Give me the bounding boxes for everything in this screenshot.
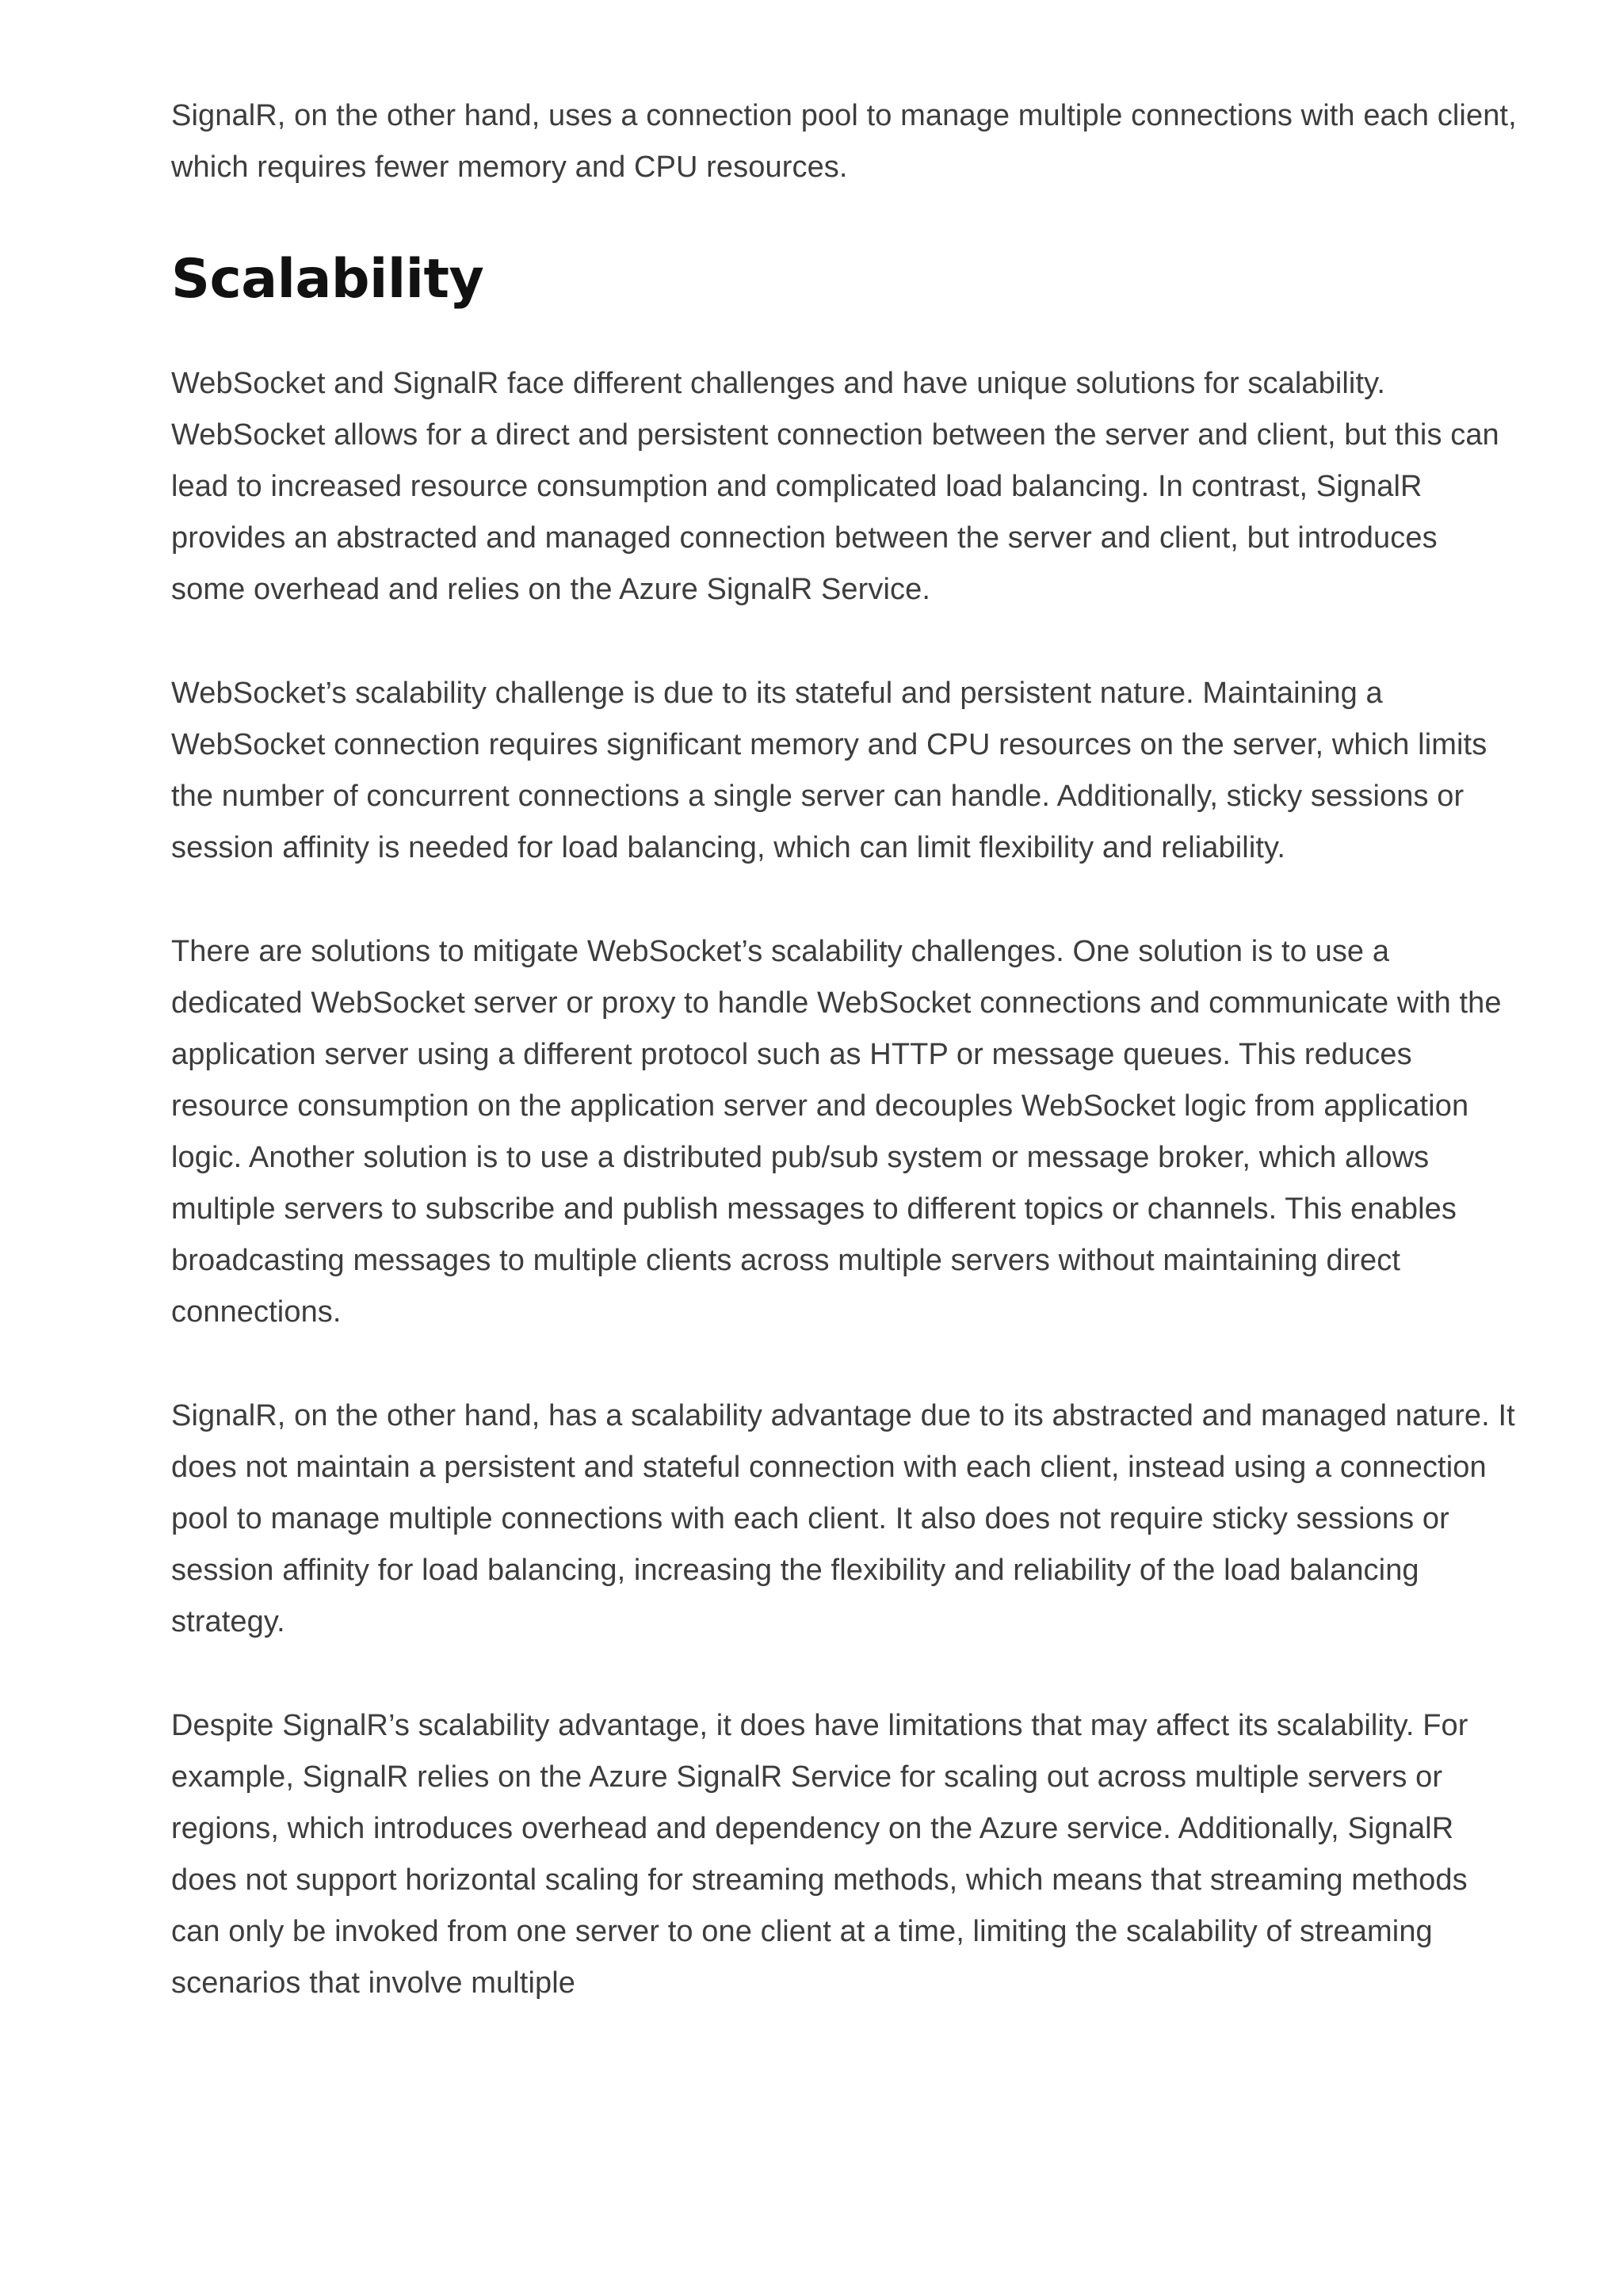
intro-paragraph: SignalR, on the other hand, uses a connection pool to manage multiple connections with each client, which requires fewer memory and CPU resources. <box>171 99 1517 184</box>
article-body <box>171 90 1518 2061</box>
paragraph-websocket-challenge: WebSocket’s scalability challenge is due to its stateful and persistent nature. Maintaining a WebSocket connection requires significant memory and CPU resources on the server, which limits the number of concurrent connections a single server can handle. Additionally, sticky sessions or session affinity is needed for load balancing, which can limit flexibility and reliability. <box>171 677 1487 864</box>
paragraph-websocket-solutions: There are solutions to mitigate WebSocket’s scalability challenges. One solution is to use a dedicated WebSocket server or proxy to handle WebSocket connections and communicate with the application server using a different protocol such as HTTP or message queues. This reduces resource consumption on the application server and decouples WebSocket logic from application logic. Another solution is to use a distributed pub/sub system or message broker, which allows multiple servers to subscribe and publish messages to different topics or channels. This enables broadcasting messages to multiple clients across multiple servers without maintaining direct connections. <box>171 935 1502 1329</box>
section-heading: Scalability <box>171 248 484 311</box>
paragraph-signalr-advantage: SignalR, on the other hand, has a scalability advantage due to its abstracted and managed nature. It does not maintain a persistent and stateful connection with each client, instead using a connection pool to manage multiple connections with each client. It also does not require sticky sessions or session affinity for load balancing, increasing the flexibility and reliability of the load balancing strategy. <box>171 1399 1515 1638</box>
paragraph-signalr-limitations: Despite SignalR’s scalability advantage, it does have limitations that may affect its scalability. For example, SignalR relies on the Azure SignalR Service for scaling out across multiple servers or regions, which introduces overhead and dependency on the Azure service. Additionally, SignalR does not support horizontal scaling for streaming methods, which means that streaming methods can only be invoked from one server to one client at a time, limiting the scalability of streaming scenarios that involve multiple <box>171 1709 1468 2000</box>
paragraph-scalability-overview: WebSocket and SignalR face different challenges and have unique solutions for scalability. WebSocket allows for a direct and persistent connection between the server and client, but this can lead to increased resource consumption and complicated load balancing. In contrast, SignalR provides an abstracted and managed connection between the server and client, but introduces some overhead and relies on the Azure SignalR Service. <box>171 367 1499 606</box>
